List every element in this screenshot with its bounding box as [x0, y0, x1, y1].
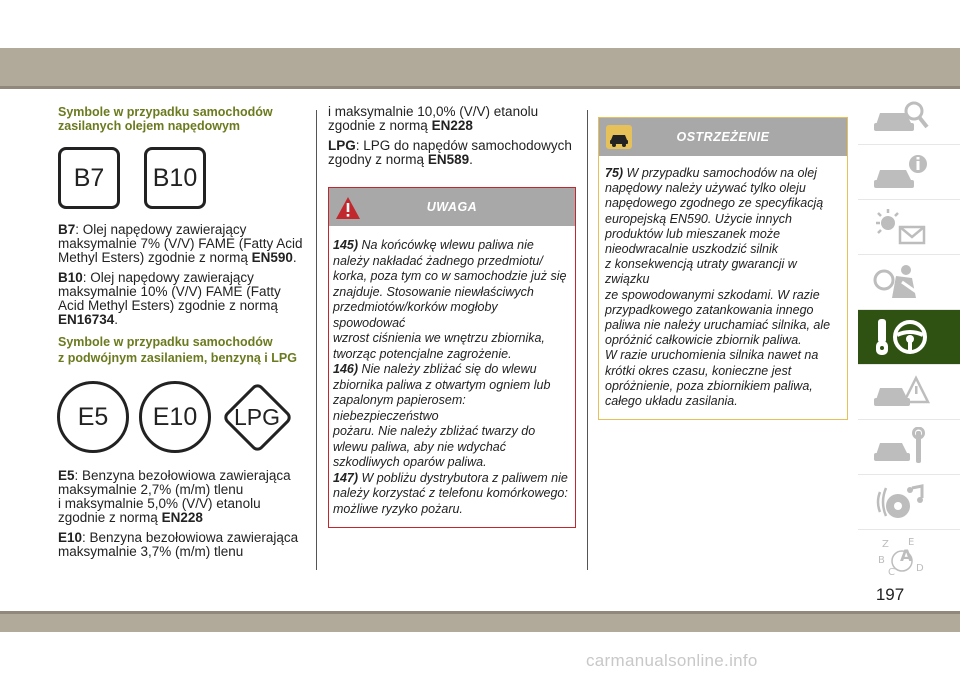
car-emergency-icon — [872, 372, 932, 412]
tab-warning-lights[interactable] — [858, 200, 960, 255]
car-info-icon — [872, 152, 932, 192]
tab-dashboard[interactable] — [858, 145, 960, 200]
caution-75: 75) W przypadku samochodów na olej napędowy należy używać tylko oleju napędowego zgodnego ze specyfikacją europejską EN590. Użycie innych produktów lub mieszanek może nieodwracalnie uszkodzić silnik z konsekwencją utraty gwarancji w związku ze spowodowanymi szkodami. W razie przypadkowego zatankowania innego paliwa nie należy uruchamiać silnika, ale opróżnić całkowicie zbiornik paliwa. W razie uruchomienia silnika nawet na krótki okres czasu, konieczne jest opróżnienie, poza zbiornikiem paliwa, całego układu zasilania. — [605, 166, 831, 409]
paragraph-b10: B10: Olej napędowy zawierający maksymalnie 10% (V/V) FAME (Fatty Acid Methyl Esters) zgodnie z normą EN16734. — [58, 270, 281, 327]
section-title-diesel: Symbole w przypadku samochodów zasilanych olejem napędowym — [58, 105, 273, 133]
caution-header — [599, 118, 847, 156]
warning-body — [329, 226, 575, 527]
column-1 — [58, 105, 308, 565]
caution-box — [598, 117, 848, 420]
warning-147: 147) W pobliżu dystrybutora z paliwem nie należy korzystać z telefonu komórkowego: możliwe ryzyko pożaru. — [333, 470, 568, 516]
warning-title: UWAGA — [426, 200, 478, 214]
paragraph-e10-start: E10: Benzyna bezołowiowa zawierająca maksymalnie 3,7% (m/m) tlenu — [58, 530, 299, 559]
petrol-lpg-badges — [57, 381, 308, 453]
paragraph-lpg: LPG: LPG do napędów samochodowych zgodny z normą EN589. — [328, 138, 572, 167]
column-divider-2 — [587, 110, 588, 570]
watermark: carmanualsonline.info — [586, 651, 758, 670]
diesel-badges — [58, 147, 308, 209]
car-service-icon — [872, 427, 932, 467]
key-steering-wheel-icon — [872, 317, 932, 357]
svg-text:C: C — [888, 567, 895, 578]
top-rule — [0, 86, 960, 89]
tab-index[interactable] — [858, 530, 960, 584]
warning-header — [329, 188, 575, 226]
paragraph-e5: E5: Benzyna bezołowiowa zawierająca maksymalnie 2,7% (m/m) tlenu i maksymalnie 5,0% (V/V) etanolu zgodnie z normą EN228 — [58, 468, 291, 525]
tab-servicing[interactable] — [858, 420, 960, 475]
caution-body — [599, 156, 847, 419]
tab-multimedia[interactable] — [858, 475, 960, 530]
tab-getting-to-know[interactable] — [858, 90, 960, 145]
svg-text:B: B — [878, 555, 885, 566]
column-3 — [598, 117, 848, 420]
warning-145: 145) Na końcówkę wlewu paliwa nie należy nakładać żadnego przedmiotu/ korka, poza tym co w samochodzie już się znajduje. Stosowanie niewłaściwych przedmiotów/korków mogłoby spowodować wzrost ciśnienia we wnętrzu zbiornika, tworząc potencjalne zagrożenie. — [333, 238, 567, 361]
tab-safety[interactable] — [858, 255, 960, 310]
svg-text:Z: Z — [882, 539, 889, 550]
warning-box — [328, 187, 576, 528]
tab-starting-driving[interactable] — [858, 310, 960, 365]
svg-text:A: A — [900, 546, 913, 565]
svg-text:D: D — [916, 563, 924, 574]
column-divider-1 — [316, 110, 317, 570]
caution-title: OSTRZEŻENIE — [676, 130, 770, 144]
badge-lpg: LPG — [221, 381, 293, 453]
warning-146: 146) Nie należy zbliżać się do wlewu zbiornika paliwa z otwartym ogniem lub zapalonym papierosem: niebezpieczeństwo pożaru. Nie należy zbliżać twarzy do wlewu paliwa, aby nie wdychać szkodliwych oparów paliwa. — [333, 362, 551, 469]
alphabet-index-icon — [872, 535, 932, 579]
badge-b10: B10 — [144, 147, 206, 209]
badge-e10: E10 — [139, 381, 211, 453]
page-number: 197 — [875, 585, 905, 604]
multimedia-icon — [872, 482, 932, 522]
warning-lights-icon — [872, 207, 932, 247]
paragraph-e10-end: i maksymalnie 10,0% (V/V) etanolu zgodnie z normą EN228 — [328, 104, 539, 133]
paragraph-b7: B7: Olej napędowy zawierający maksymalnie 7% (V/V) FAME (Fatty Acid Methyl Esters) zgodnie z normą EN590. — [58, 222, 303, 265]
section-title-lpg: Symbole w przypadku samochodów z podwójnym zasilaniem, benzyną i LPG — [58, 335, 297, 365]
car-search-icon — [872, 97, 932, 137]
chapter-sidebar — [858, 90, 960, 584]
svg-text:E: E — [908, 537, 915, 548]
bottom-band — [0, 614, 960, 632]
airbag-person-icon — [872, 262, 932, 302]
tab-emergency[interactable] — [858, 365, 960, 420]
badge-b7: B7 — [58, 147, 120, 209]
top-band — [0, 48, 960, 86]
badge-e5: E5 — [57, 381, 129, 453]
column-2 — [328, 105, 576, 528]
